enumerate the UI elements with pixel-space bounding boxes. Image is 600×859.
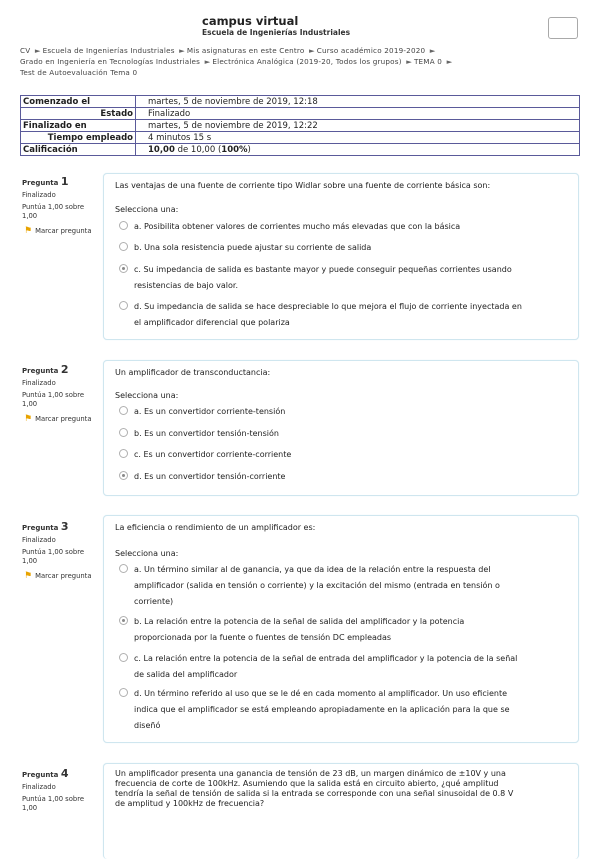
question-grade: Puntúa 1,00 sobre 1,00: [22, 548, 85, 565]
summary-value: [136, 144, 580, 156]
answer-text: a. Un término similar al de ganancia, ya que da idea de la relación entre la respuesta del: [134, 565, 491, 574]
question-grade: Puntúa 1,00 sobre 1,00: [22, 795, 85, 812]
question-text: Las ventajas de una fuente de corriente tipo Widlar sobre una fuente de corriente básica son:: [115, 181, 491, 190]
answer-text-continued: proporcionada por la fuente o fuentes de tensión DC empleadas: [134, 633, 392, 642]
question-prompt: Selecciona una:: [115, 391, 179, 400]
answer-text-continued: de salida del amplificador: [134, 670, 238, 679]
radio-button[interactable]: [119, 653, 128, 662]
grade-percent: 100%: [221, 144, 248, 155]
summary-row-estado: [21, 108, 580, 120]
answer-text: b. Una sola resistencia puede ajustar su corriente de salida: [134, 243, 372, 252]
question-prompt: Selecciona una:: [115, 205, 179, 214]
answer-text-continued: diseñó: [134, 721, 161, 730]
radio-button[interactable]: [119, 221, 128, 230]
question-state: Finalizado: [22, 536, 56, 544]
radio-button[interactable]: [119, 301, 128, 310]
summary-label: Comenzado el: [21, 96, 136, 108]
answer-option[interactable]: [119, 219, 460, 235]
flag-question-button[interactable]: [22, 572, 100, 581]
breadcrumb-separator-icon: ►: [406, 57, 412, 66]
summary-row-comenzado: [21, 96, 580, 108]
summary-label: Calificación: [21, 144, 136, 156]
radio-button[interactable]: [119, 428, 128, 437]
question-text: [115, 769, 513, 809]
user-menu-button[interactable]: [548, 17, 578, 39]
flag-icon: ⚑: [24, 226, 33, 236]
site-title[interactable]: campus virtual: [202, 14, 299, 28]
answer-option[interactable]: [119, 562, 500, 610]
answer-text-continued: indica que el amplificador se está empleando apropiadamente en la aplicación para la que se: [134, 705, 510, 714]
answer-option[interactable]: [119, 614, 464, 646]
answer-option[interactable]: [119, 426, 279, 442]
breadcrumb-separator-icon: ►: [34, 46, 41, 55]
answer-text: b. La relación entre la potencia de la señal de salida del amplificador y la potencia: [134, 617, 465, 626]
answer-option[interactable]: [119, 447, 291, 463]
question-text: La eficiencia o rendimiento de un amplificador es:: [115, 523, 316, 532]
breadcrumb-item[interactable]: Curso académico 2019-2020: [316, 46, 426, 55]
answer-text: b. Es un convertidor tensión-tensión: [134, 429, 279, 438]
attempt-summary-table: [20, 95, 580, 156]
radio-button-selected[interactable]: [119, 264, 128, 273]
radio-button[interactable]: [119, 688, 128, 697]
answer-option[interactable]: [119, 299, 522, 331]
flag-question-button[interactable]: [22, 415, 100, 424]
question-info: [22, 769, 100, 813]
radio-button[interactable]: [119, 242, 128, 251]
summary-row-calificacion: [21, 144, 580, 156]
flag-icon: ⚑: [24, 571, 33, 581]
question-number: 1: [60, 175, 69, 188]
summary-label: Tiempo empleado: [21, 132, 136, 144]
summary-label: Estado: [21, 108, 136, 120]
flag-label: Marcar pregunta: [35, 572, 92, 580]
summary-row-finalizado: [21, 120, 580, 132]
grade-score: 10,00: [148, 144, 175, 155]
breadcrumb-item[interactable]: Test de Autoevaluación Tema 0: [20, 68, 138, 77]
breadcrumb-item[interactable]: TEMA 0: [413, 57, 443, 66]
question-label: Pregunta: [22, 771, 59, 779]
question-label: Pregunta: [22, 524, 59, 532]
answer-option[interactable]: [119, 404, 285, 420]
breadcrumb-separator-icon: ►: [446, 57, 453, 66]
answer-option[interactable]: [119, 686, 510, 734]
answer-text: a. Posibilita obtener valores de corrientes mucho más elevadas que con la básica: [134, 222, 461, 231]
question-prompt: Selecciona una:: [115, 549, 179, 558]
question-state: Finalizado: [22, 379, 56, 387]
site-subtitle: Escuela de Ingenierías Industriales: [202, 28, 351, 37]
summary-value: martes, 5 de noviembre de 2019, 12:22: [136, 120, 580, 132]
flag-label: Marcar pregunta: [35, 227, 92, 235]
radio-button-selected[interactable]: [119, 471, 128, 480]
answer-option[interactable]: [119, 469, 285, 485]
breadcrumb-item[interactable]: Electrónica Analógica (2019-20, Todos los grupos): [212, 57, 402, 66]
question-text-line: tendría la señal de tensión de salida si la entrada se corresponde con una señal sinusoidal de 0.8 V: [115, 789, 514, 798]
flag-label: Marcar pregunta: [35, 415, 92, 423]
question-text-line: de amplitud y 100kHz de frecuencia?: [115, 799, 265, 808]
question-info: [22, 365, 100, 424]
question-grade: Puntúa 1,00 sobre 1,00: [22, 391, 85, 408]
question-text: Un amplificador de transconductancia:: [115, 368, 271, 377]
question-state: Finalizado: [22, 191, 56, 199]
radio-button[interactable]: [119, 449, 128, 458]
answer-text: c. Es un convertidor corriente-corriente: [134, 450, 292, 459]
radio-button[interactable]: [119, 406, 128, 415]
summary-value: Finalizado: [136, 108, 580, 120]
breadcrumb-item[interactable]: CV: [20, 46, 31, 55]
question-number: 2: [60, 363, 69, 376]
question-number: 4: [60, 767, 69, 780]
question-text-line: Un amplificador presenta una ganancia de tensión de 23 dB, un margen dinámico de ±10V y una: [115, 769, 506, 778]
question-info: [22, 522, 100, 581]
breadcrumb-item[interactable]: Grado en Ingeniería en Tecnologías Industriales: [20, 57, 201, 66]
answer-text-continued: amplificador (salida en tensión o corriente) y la excitación del mismo (entrada en tensión o: [134, 581, 500, 590]
question-title: [22, 177, 100, 188]
answer-text: d. Un término referido al uso que se le dé en cada momento al amplificador. Un uso eficiente: [134, 689, 508, 698]
answer-text: c. Su impedancia de salida es bastante mayor y puede conseguir pequeñas corrientes usando: [134, 265, 512, 274]
grade-end: ): [247, 144, 251, 155]
summary-value: martes, 5 de noviembre de 2019, 12:18: [136, 96, 580, 108]
question-grade: Puntúa 1,00 sobre 1,00: [22, 203, 85, 220]
flag-icon: ⚑: [24, 414, 33, 424]
answer-text: d. Es un convertidor tensión-corriente: [134, 472, 286, 481]
answer-option[interactable]: [119, 240, 371, 256]
flag-question-button[interactable]: [22, 227, 100, 236]
question-title: [22, 522, 100, 533]
answer-text: a. Es un convertidor corriente-tensión: [134, 407, 286, 416]
question-number: 3: [60, 520, 69, 533]
breadcrumb-item[interactable]: Escuela de Ingenierías Industriales: [42, 46, 175, 55]
page-header: [0, 0, 600, 110]
summary-label: Finalizado en: [21, 120, 136, 132]
question-title: [22, 769, 100, 780]
summary-value: 4 minutos 15 s: [136, 132, 580, 144]
answer-option[interactable]: [119, 651, 517, 683]
question-label: Pregunta: [22, 179, 59, 187]
answer-text-continued: resistencias de bajo valor.: [134, 281, 238, 290]
breadcrumb-separator-icon: ►: [309, 46, 315, 55]
radio-button[interactable]: [119, 564, 128, 573]
breadcrumb-separator-icon: ►: [179, 46, 185, 55]
radio-button-selected[interactable]: [119, 616, 128, 625]
question-state: Finalizado: [22, 783, 56, 791]
question-content: [103, 173, 579, 340]
answer-text: c. La relación entre la potencia de la señal de entrada del amplificador y la potencia de la señal: [134, 654, 518, 663]
question-content: [103, 763, 579, 859]
answer-text-continued: corriente): [134, 597, 174, 606]
answer-text-continued: el amplificador diferencial que polariza: [134, 318, 290, 327]
question-info: [22, 177, 100, 236]
grade-rest: de 10,00 (: [174, 144, 222, 155]
question-content: [103, 515, 579, 743]
question-label: Pregunta: [22, 367, 59, 375]
breadcrumb: [20, 45, 500, 78]
summary-row-tiempo: [21, 132, 580, 144]
question-title: [22, 365, 100, 376]
breadcrumb-item[interactable]: Mis asignaturas en este Centro: [186, 46, 305, 55]
breadcrumb-separator-icon: ►: [429, 46, 436, 55]
question-content: [103, 360, 579, 496]
answer-text: d. Su impedancia de salida se hace despreciable lo que mejora el flujo de corriente inyectada en: [134, 302, 522, 311]
breadcrumb-separator-icon: ►: [204, 57, 211, 66]
question-text-line: frecuencia de corte de 100kHz. Asumiendo que la salida está en circuito abierto, ¿qué amplitud: [115, 779, 499, 788]
answer-option[interactable]: [119, 262, 512, 294]
